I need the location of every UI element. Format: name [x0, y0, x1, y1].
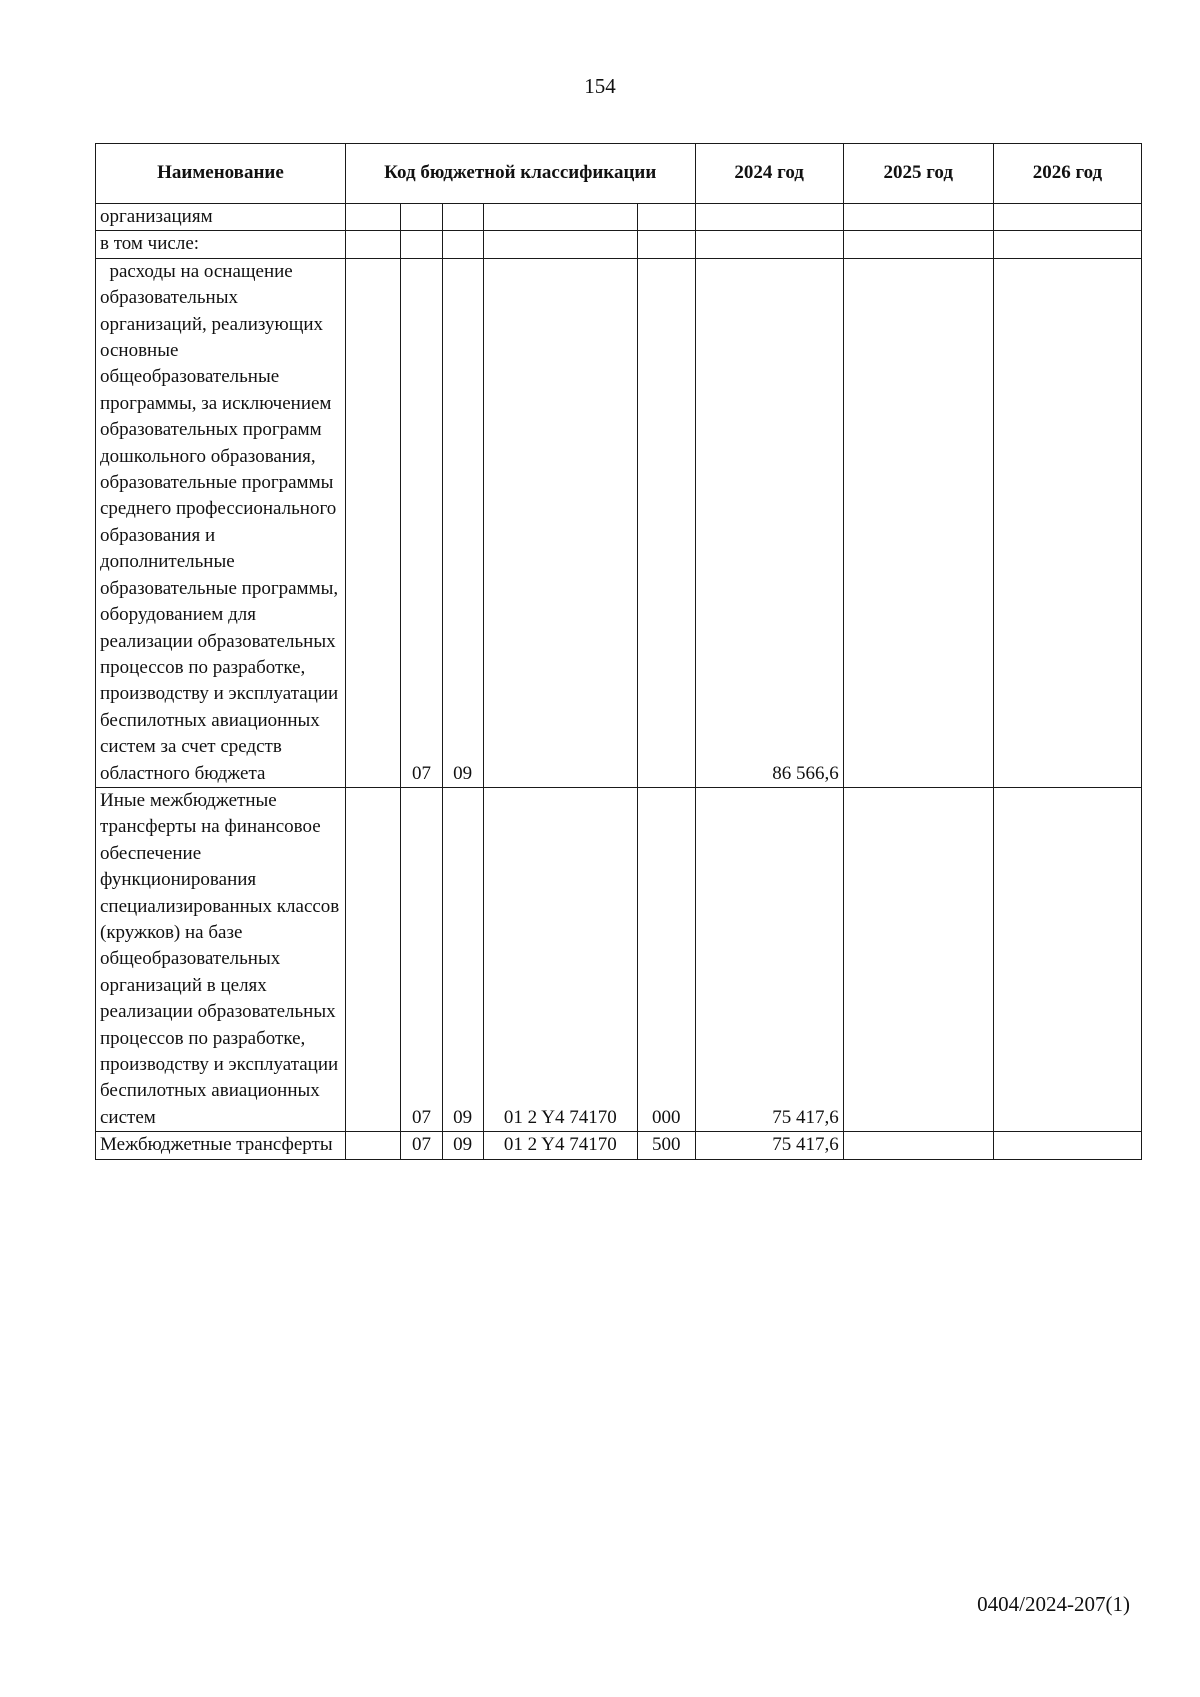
row-name: Межбюджетные трансферты [96, 1132, 346, 1159]
header-name: Наименование [96, 144, 346, 204]
section-code: 07 [401, 787, 442, 1131]
table-row [96, 204, 1142, 231]
expense-type-code [637, 204, 695, 231]
code-blank-cell [345, 1132, 401, 1159]
amount-2024 [695, 204, 843, 231]
row-name: расходы на оснащение образовательных организаций, реализующих основные общеобразовательные программы, за исключением образовательных программ дошкольного образования, образовательные программы среднего профессионального образования и дополнительные образовательные программы, оборудованием для реализации образовательных процессов по разработке, производству и эксплуатации беспилотных авиационных систем за счет средств областного бюджета [96, 258, 346, 787]
table-row [96, 258, 1142, 787]
amount-2024: 75 417,6 [695, 787, 843, 1131]
header-2026: 2026 год [993, 144, 1141, 204]
target-article-code: 01 2 Y4 74170 [483, 1132, 637, 1159]
amount-2026 [993, 231, 1141, 258]
subsection-code [442, 204, 483, 231]
amount-2025 [843, 787, 993, 1131]
table-row [96, 787, 1142, 1131]
subsection-code: 09 [442, 1132, 483, 1159]
row-name: Иные межбюджетные трансферты на финансовое обеспечение функционирования специализированных классов (кружков) на базе общеобразовательных организаций в целях реализации образовательных процессов по разработке, производству и эксплуатации беспилотных авиационных систем [96, 787, 346, 1131]
amount-2024: 75 417,6 [695, 1132, 843, 1159]
code-blank-cell [345, 231, 401, 258]
code-blank-cell [345, 787, 401, 1131]
section-code [401, 204, 442, 231]
document-code: 0404/2024-207(1) [977, 1592, 1130, 1616]
amount-2025 [843, 204, 993, 231]
amount-2024 [695, 231, 843, 258]
amount-2026 [993, 204, 1141, 231]
expense-type-code: 000 [637, 787, 695, 1131]
section-code: 07 [401, 258, 442, 787]
subsection-code: 09 [442, 258, 483, 787]
amount-2025 [843, 231, 993, 258]
amount-2025 [843, 258, 993, 787]
target-article-code: 01 2 Y4 74170 [483, 787, 637, 1131]
row-name: организациям [96, 204, 346, 231]
amount-2026 [993, 787, 1141, 1131]
section-code: 07 [401, 1132, 442, 1159]
subsection-code [442, 231, 483, 258]
target-article-code [483, 204, 637, 231]
expense-type-code [637, 231, 695, 258]
table-row [96, 1132, 1142, 1159]
target-article-code [483, 258, 637, 787]
header-2024: 2024 год [695, 144, 843, 204]
code-blank-cell [345, 258, 401, 787]
amount-2024: 86 566,6 [695, 258, 843, 787]
page-number: 154 [584, 74, 616, 98]
code-blank-cell [345, 204, 401, 231]
amount-2026 [993, 1132, 1141, 1159]
amount-2026 [993, 258, 1141, 787]
expense-type-code [637, 258, 695, 787]
target-article-code [483, 231, 637, 258]
section-code [401, 231, 442, 258]
budget-table [95, 143, 1142, 1160]
subsection-code: 09 [442, 787, 483, 1131]
header-code: Код бюджетной классификации [345, 144, 695, 204]
row-name: в том числе: [96, 231, 346, 258]
table-header-row [96, 144, 1142, 204]
table-row [96, 231, 1142, 258]
expense-type-code: 500 [637, 1132, 695, 1159]
header-2025: 2025 год [843, 144, 993, 204]
amount-2025 [843, 1132, 993, 1159]
